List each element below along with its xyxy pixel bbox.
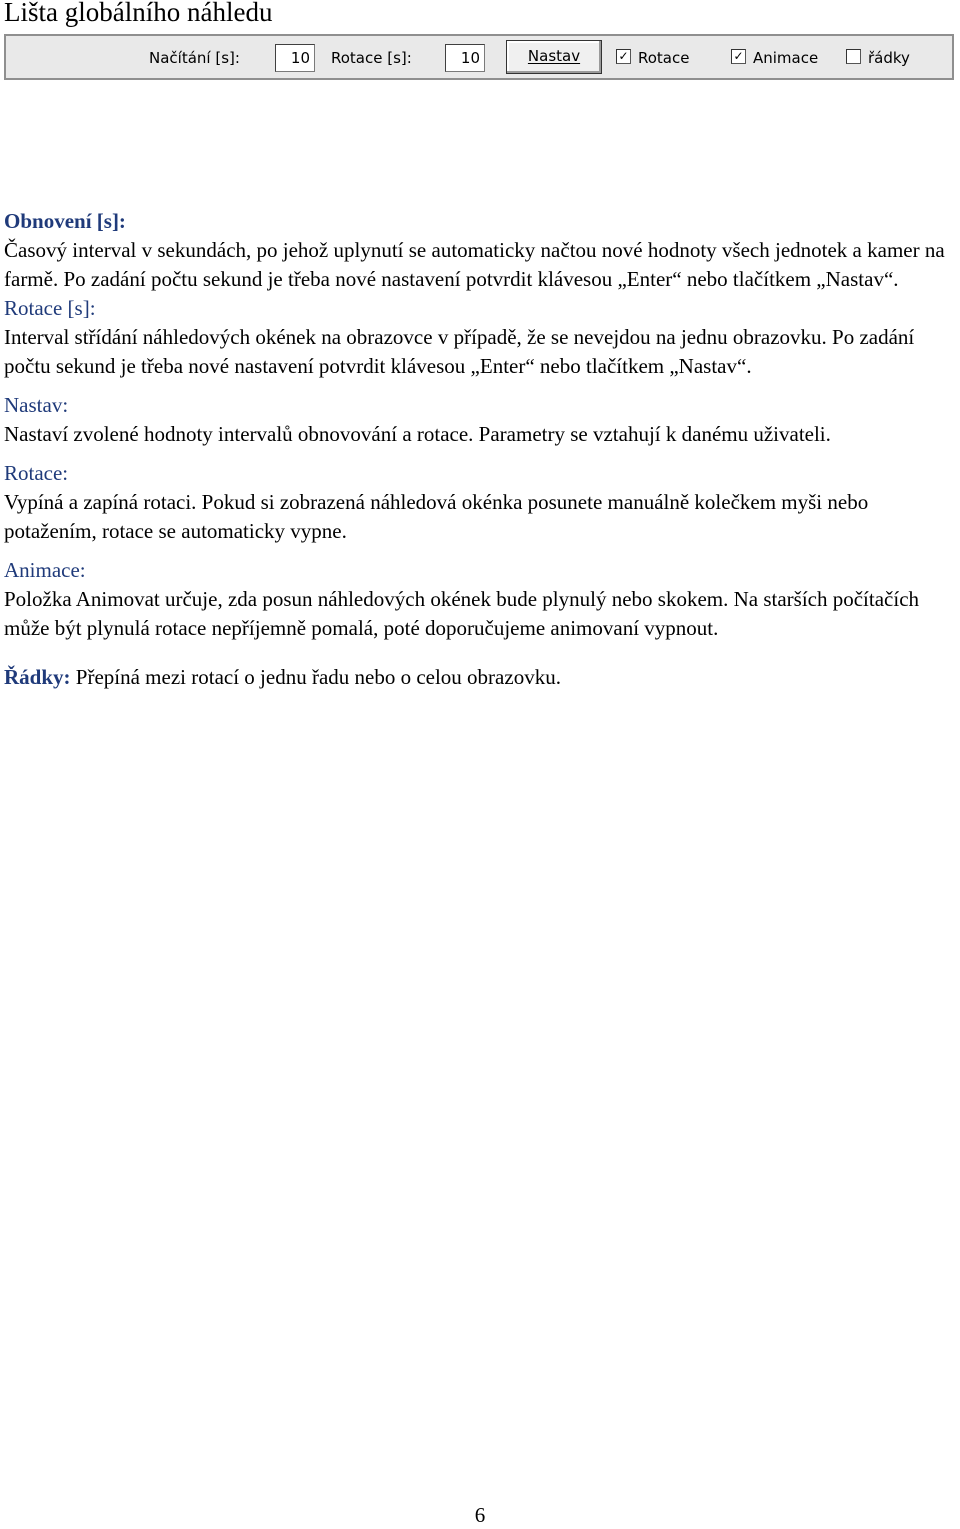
animation-checkbox-label: Animace [753, 49, 819, 67]
set-button-label: Nastav [527, 47, 581, 65]
set-text: Nastaví zvolené hodnoty intervalů obnovování a rotace. Parametry se vztahují k danému uživateli. [4, 422, 831, 446]
global-preview-toolbar [4, 34, 954, 80]
rotation-interval-input[interactable]: 10 [445, 44, 485, 72]
refresh-heading: Obnovení [s]: [4, 209, 126, 233]
rotation-checkbox[interactable]: ✓ [616, 49, 631, 64]
rotation-interval-label: Rotace [s]: [331, 49, 412, 67]
animation-text: Položka Animovat určuje, zda posun náhledových okének bude plynulý nebo skokem. Na starších počítačích může být plynulá rotace nepříjemně pomalá, poté doporučujeme animovaní vypnout. [4, 587, 920, 640]
refresh-interval-input[interactable]: 10 [275, 44, 315, 72]
rows-checkbox-label: řádky [868, 49, 910, 67]
help-content [4, 207, 954, 692]
rotation-interval-heading: Rotace [s]: [4, 296, 96, 320]
animation-checkbox[interactable]: ✓ [731, 49, 746, 64]
page-number: 6 [474, 1503, 486, 1527]
set-heading: Nastav: [4, 393, 69, 417]
rows-paragraph [4, 663, 954, 692]
rotation-heading: Rotace: [4, 461, 69, 485]
rotation-checkbox-label: Rotace [638, 49, 690, 67]
rows-checkbox[interactable] [846, 49, 861, 64]
rotation-text: Vypíná a zapíná rotaci. Pokud si zobrazená náhledová okénka posunete manuálně kolečkem myši nebo potažením, rotace se automaticky vypne. [4, 490, 869, 543]
page-title: Lišta globálního náhledu [4, 0, 273, 27]
rotation-interval-text: Interval střídání náhledových okének na obrazovce v případě, že se nevejdou na jednu obrazovku. Po zadání počtu sekund je třeba nové nastavení potvrdit klávesou „Enter“ nebo tlačítkem „Nastav“. [4, 325, 915, 378]
rows-text: Přepíná mezi rotací o jednu řadu nebo o celou obrazovku. [75, 665, 561, 689]
set-button[interactable] [506, 40, 602, 74]
rows-heading: Řádky: [4, 665, 71, 689]
refresh-interval-label: Načítání [s]: [149, 49, 240, 67]
animation-heading: Animace: [4, 558, 86, 582]
refresh-text: Časový interval v sekundách, po jehož uplynutí se automaticky načtou nové hodnoty všech jednotek a kamer na farmě. Po zadání počtu sekund je třeba nové nastavení potvrdit klávesou „Enter“ nebo tlačítkem „Nastav“. [4, 238, 945, 291]
